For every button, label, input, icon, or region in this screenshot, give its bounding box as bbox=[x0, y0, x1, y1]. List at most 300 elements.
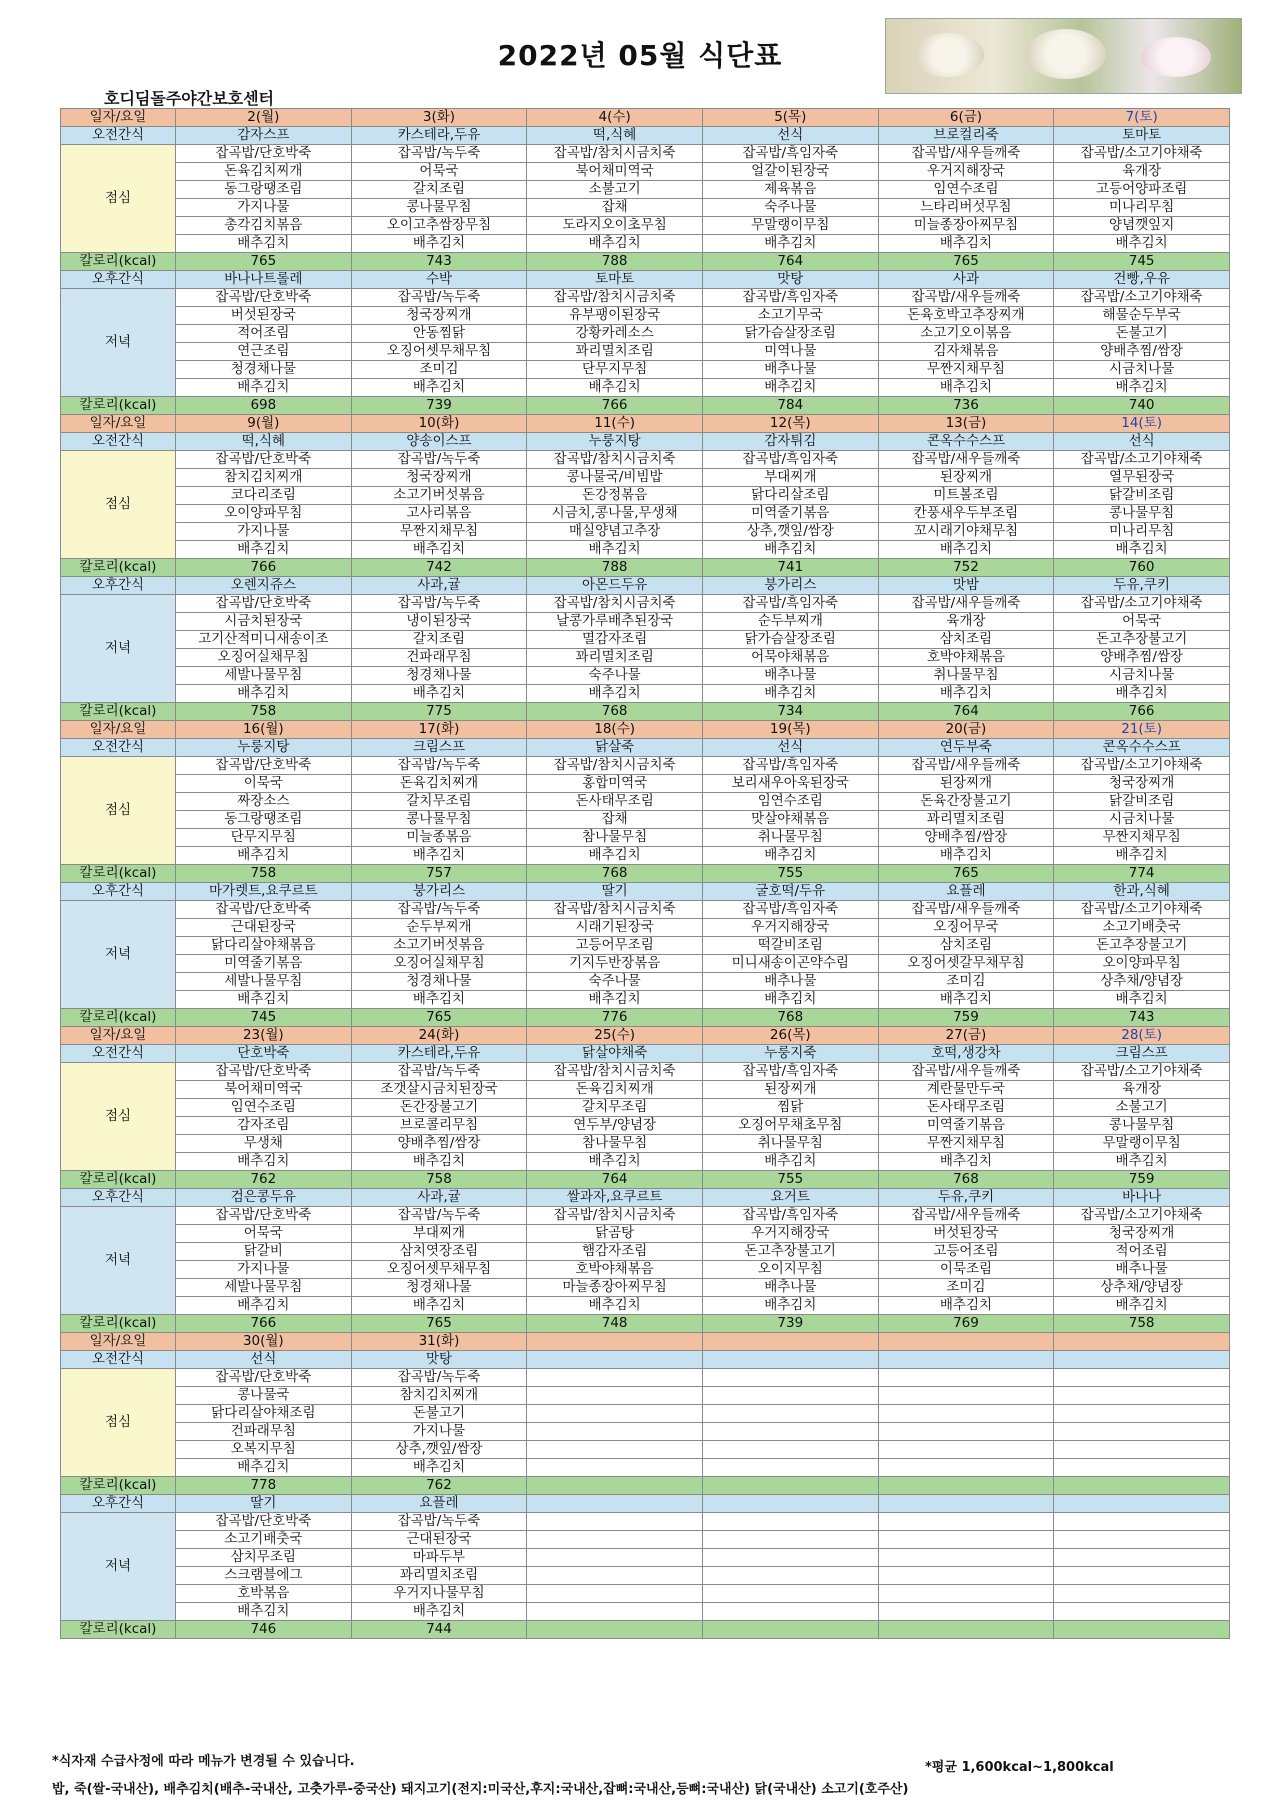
lunch-dish bbox=[1054, 1369, 1230, 1387]
lunch-kcal-row bbox=[61, 559, 1230, 577]
lunch-dish: 시금치나물 bbox=[1054, 811, 1230, 829]
am-snack-row-cell: 맛탕 bbox=[351, 1351, 527, 1369]
dinner-dish: 냉이된장국 bbox=[351, 613, 527, 631]
lunch-dish: 잡곡밥/소고기야채죽 bbox=[1054, 145, 1230, 163]
dinner-dish: 미역줄기볶음 bbox=[176, 955, 352, 973]
lunch-dish bbox=[878, 1405, 1054, 1423]
dinner-dish: 배추나물 bbox=[1054, 1261, 1230, 1279]
dinner-kcal-row-cell: 698 bbox=[176, 397, 352, 415]
lunch-dish bbox=[702, 1423, 878, 1441]
note-average-kcal: *평균 1,600kcal~1,800kcal bbox=[925, 1760, 1114, 1775]
lunch-kcal-row bbox=[61, 1477, 1230, 1495]
dinner-dish: 잡곡밥/흑임자죽 bbox=[702, 1207, 878, 1225]
lunch-kcal-row-cell: 768 bbox=[527, 865, 703, 883]
dinner-kcal-row-cell: 784 bbox=[702, 397, 878, 415]
date-row-label: 일자/요일 bbox=[61, 1333, 176, 1351]
dinner-dish: 호박야채볶음 bbox=[527, 1261, 703, 1279]
lunch-dish: 돈간장불고기 bbox=[351, 1099, 527, 1117]
am-snack-row-cell: 누룽지탕 bbox=[527, 433, 703, 451]
dinner-row bbox=[61, 919, 1230, 937]
am-snack-row-cell: 떡,식혜 bbox=[176, 433, 352, 451]
dinner-dish: 이묵조림 bbox=[878, 1261, 1054, 1279]
dinner-dish: 삼치엿장조림 bbox=[351, 1243, 527, 1261]
dinner-dish: 햄감자조림 bbox=[527, 1243, 703, 1261]
dinner-dish: 돈불고기 bbox=[1054, 325, 1230, 343]
am-snack-row-cell: 선식 bbox=[1054, 433, 1230, 451]
lunch-dish: 콩나물국 bbox=[176, 1387, 352, 1405]
dinner-dish: 닭갈비 bbox=[176, 1243, 352, 1261]
lunch-label: 점심 bbox=[61, 1369, 176, 1477]
lunch-kcal-row-cell: 755 bbox=[702, 1171, 878, 1189]
lunch-kcal-row-cell: 768 bbox=[878, 1171, 1054, 1189]
dinner-dish bbox=[878, 1585, 1054, 1603]
dinner-dish: 잡곡밥/새우들깨죽 bbox=[878, 595, 1054, 613]
dinner-dish bbox=[1054, 1549, 1230, 1567]
pm-snack-row-label: 오후간식 bbox=[61, 1495, 176, 1513]
lunch-dish: 취나물무침 bbox=[702, 1135, 878, 1153]
lunch-row bbox=[61, 1369, 1230, 1387]
dinner-kcal-row-cell: 766 bbox=[1054, 703, 1230, 721]
lunch-dish: 숙주나물 bbox=[702, 199, 878, 217]
lunch-row bbox=[61, 811, 1230, 829]
dinner-dish: 배추김치 bbox=[702, 685, 878, 703]
am-snack-row-cell: 크림스프 bbox=[351, 739, 527, 757]
lunch-dish bbox=[527, 1369, 703, 1387]
am-snack-row-cell: 선식 bbox=[702, 127, 878, 145]
dinner-dish: 소고기배춧국 bbox=[1054, 919, 1230, 937]
dinner-dish: 취나물무침 bbox=[878, 667, 1054, 685]
dinner-dish: 배추김치 bbox=[878, 991, 1054, 1009]
lunch-dish bbox=[878, 1369, 1054, 1387]
lunch-dish: 양배추찜/쌈장 bbox=[351, 1135, 527, 1153]
lunch-dish: 돈육김치찌개 bbox=[527, 1081, 703, 1099]
date-row-cell: 27(금) bbox=[878, 1027, 1054, 1045]
note-origin: 밥, 죽(쌀-국내산), 배추김치(배추-국내산, 고춧가루-중국산) 돼지고기(전지:미국산,후지:국내산,잡뼈:국내산,등뼈:국내산) 닭(국내산) 소고기(호주산) bbox=[52, 1782, 909, 1797]
date-row-label: 일자/요일 bbox=[61, 415, 176, 433]
date-row-cell: 20(금) bbox=[878, 721, 1054, 739]
lunch-kcal-row-cell: 774 bbox=[1054, 865, 1230, 883]
lunch-dish: 양배추찜/쌈장 bbox=[878, 829, 1054, 847]
lunch-kcal-row-label: 칼로리(kcal) bbox=[61, 559, 176, 577]
dinner-kcal-row-cell: 776 bbox=[527, 1009, 703, 1027]
dinner-dish: 마늘종장아찌무침 bbox=[527, 1279, 703, 1297]
lunch-dish: 연두부/양념장 bbox=[527, 1117, 703, 1135]
lunch-dish: 소불고기 bbox=[1054, 1099, 1230, 1117]
date-row bbox=[61, 415, 1230, 433]
lunch-row bbox=[61, 1081, 1230, 1099]
lunch-dish: 오복지무침 bbox=[176, 1441, 352, 1459]
dinner-row bbox=[61, 1207, 1230, 1225]
dinner-dish: 육개장 bbox=[878, 613, 1054, 631]
dinner-dish: 근대된장국 bbox=[176, 919, 352, 937]
pm-snack-row-label: 오후간식 bbox=[61, 271, 176, 289]
dinner-dish: 잡곡밥/녹두죽 bbox=[351, 289, 527, 307]
header-food-photo bbox=[885, 18, 1242, 94]
lunch-row bbox=[61, 145, 1230, 163]
dinner-kcal-row-label: 칼로리(kcal) bbox=[61, 1009, 176, 1027]
lunch-dish: 동그랑땡조림 bbox=[176, 181, 352, 199]
dinner-dish: 잡곡밥/소고기야채죽 bbox=[1054, 289, 1230, 307]
dinner-label: 저녁 bbox=[61, 1513, 176, 1621]
dinner-dish: 무짠지채무침 bbox=[878, 361, 1054, 379]
pm-snack-row-cell: 두유,쿠키 bbox=[878, 1189, 1054, 1207]
dinner-row bbox=[61, 343, 1230, 361]
am-snack-row-cell: 크림스프 bbox=[1054, 1045, 1230, 1063]
dinner-dish: 잡곡밥/참치시금치죽 bbox=[527, 1207, 703, 1225]
lunch-dish: 돈육김치찌개 bbox=[176, 163, 352, 181]
dinner-dish: 고등어무조림 bbox=[527, 937, 703, 955]
lunch-dish: 꽈리멸치조림 bbox=[878, 811, 1054, 829]
lunch-row bbox=[61, 1153, 1230, 1171]
lunch-dish bbox=[878, 1459, 1054, 1477]
lunch-row bbox=[61, 451, 1230, 469]
dinner-dish: 배추김치 bbox=[176, 991, 352, 1009]
am-snack-row-cell: 브로컬리죽 bbox=[878, 127, 1054, 145]
dinner-row bbox=[61, 631, 1230, 649]
lunch-dish: 참나물무침 bbox=[527, 1135, 703, 1153]
dinner-row bbox=[61, 1603, 1230, 1621]
date-row-cell: 9(월) bbox=[176, 415, 352, 433]
pm-snack-row-cell: 두유,쿠키 bbox=[1054, 577, 1230, 595]
lunch-dish: 소고기버섯볶음 bbox=[351, 487, 527, 505]
center-name: 호디딤돌주야간보호센터 bbox=[104, 89, 275, 108]
dinner-dish: 우거지해장국 bbox=[702, 919, 878, 937]
dinner-dish: 꽈리멸치조림 bbox=[527, 649, 703, 667]
am-snack-row-cell: 콘옥수수스프 bbox=[1054, 739, 1230, 757]
dinner-dish: 세발나물무침 bbox=[176, 973, 352, 991]
lunch-dish: 배추김치 bbox=[1054, 541, 1230, 559]
lunch-dish: 참치김치찌개 bbox=[176, 469, 352, 487]
dinner-dish: 배추김치 bbox=[176, 685, 352, 703]
lunch-dish: 무말랭이무침 bbox=[702, 217, 878, 235]
lunch-dish: 잡곡밥/흑임자죽 bbox=[702, 757, 878, 775]
dinner-dish: 배추김치 bbox=[176, 379, 352, 397]
dinner-dish bbox=[1054, 1585, 1230, 1603]
lunch-dish: 꼬시래기야채무침 bbox=[878, 523, 1054, 541]
date-row-cell: 25(수) bbox=[527, 1027, 703, 1045]
lunch-dish: 배추김치 bbox=[527, 847, 703, 865]
am-snack-row-cell: 단호박죽 bbox=[176, 1045, 352, 1063]
am-snack-row-cell: 선식 bbox=[176, 1351, 352, 1369]
dinner-dish: 돈고추장불고기 bbox=[1054, 937, 1230, 955]
dinner-kcal-row-cell: 739 bbox=[351, 397, 527, 415]
dinner-kcal-row-cell: 766 bbox=[176, 1315, 352, 1333]
date-row-cell: 2(월) bbox=[176, 109, 352, 127]
dinner-label: 저녁 bbox=[61, 289, 176, 397]
lunch-dish: 청국장찌개 bbox=[351, 469, 527, 487]
lunch-dish: 미역줄기볶음 bbox=[878, 1117, 1054, 1135]
lunch-dish: 제육볶음 bbox=[702, 181, 878, 199]
dinner-dish: 양배추찜/쌈장 bbox=[1054, 343, 1230, 361]
dinner-dish: 잡곡밥/새우들깨죽 bbox=[878, 901, 1054, 919]
dinner-dish: 고기산적미니새송이조 bbox=[176, 631, 352, 649]
dinner-dish: 스크램블에그 bbox=[176, 1567, 352, 1585]
dinner-dish: 배추김치 bbox=[1054, 685, 1230, 703]
lunch-dish: 무생채 bbox=[176, 1135, 352, 1153]
lunch-kcal-row-cell: 758 bbox=[351, 1171, 527, 1189]
note-menu-change: *식자재 수급사정에 따라 메뉴가 변경될 수 있습니다. bbox=[52, 1754, 355, 1769]
dinner-dish: 버섯된장국 bbox=[878, 1225, 1054, 1243]
pm-snack-row-cell: 바나나 bbox=[1054, 1189, 1230, 1207]
dinner-dish bbox=[1054, 1603, 1230, 1621]
dinner-dish: 배추김치 bbox=[1054, 379, 1230, 397]
dinner-row bbox=[61, 379, 1230, 397]
dinner-row bbox=[61, 307, 1230, 325]
lunch-dish: 돈불고기 bbox=[351, 1405, 527, 1423]
lunch-dish: 배추김치 bbox=[702, 847, 878, 865]
lunch-dish: 잡곡밥/새우들깨죽 bbox=[878, 757, 1054, 775]
date-row-cell bbox=[702, 1333, 878, 1351]
am-snack-row-cell: 호떡,생강차 bbox=[878, 1045, 1054, 1063]
dinner-dish: 잡곡밥/소고기야채죽 bbox=[1054, 595, 1230, 613]
lunch-dish: 돈강정볶음 bbox=[527, 487, 703, 505]
pm-snack-row-cell bbox=[1054, 1495, 1230, 1513]
dinner-dish: 배추나물 bbox=[702, 667, 878, 685]
lunch-dish: 배추김치 bbox=[351, 1153, 527, 1171]
pm-snack-row-cell: 검은콩두유 bbox=[176, 1189, 352, 1207]
lunch-kcal-row bbox=[61, 253, 1230, 271]
lunch-row bbox=[61, 1423, 1230, 1441]
dinner-dish: 잡곡밥/녹두죽 bbox=[351, 1207, 527, 1225]
pm-snack-row-cell: 딸기 bbox=[527, 883, 703, 901]
dinner-row bbox=[61, 901, 1230, 919]
dinner-dish: 잡곡밥/단호박죽 bbox=[176, 595, 352, 613]
lunch-dish: 콩나물무침 bbox=[351, 811, 527, 829]
lunch-kcal-row-cell: 755 bbox=[702, 865, 878, 883]
dinner-dish: 단무지무침 bbox=[527, 361, 703, 379]
lunch-dish: 가지나물 bbox=[351, 1423, 527, 1441]
dinner-dish: 돈고추장불고기 bbox=[1054, 631, 1230, 649]
dinner-kcal-row-cell: 768 bbox=[527, 703, 703, 721]
lunch-dish: 가지나물 bbox=[176, 523, 352, 541]
lunch-dish: 코다리조림 bbox=[176, 487, 352, 505]
lunch-dish: 도라지오이초무침 bbox=[527, 217, 703, 235]
dinner-dish: 숙주나물 bbox=[527, 973, 703, 991]
dinner-dish: 청국장찌개 bbox=[351, 307, 527, 325]
lunch-row bbox=[61, 235, 1230, 253]
dinner-row bbox=[61, 595, 1230, 613]
dinner-dish: 순두부찌개 bbox=[702, 613, 878, 631]
lunch-row bbox=[61, 1099, 1230, 1117]
pm-snack-row-cell: 사과,귤 bbox=[351, 1189, 527, 1207]
lunch-dish: 잡곡밥/녹두죽 bbox=[351, 757, 527, 775]
dinner-dish: 해물순두부국 bbox=[1054, 307, 1230, 325]
lunch-kcal-row-cell: 752 bbox=[878, 559, 1054, 577]
dinner-dish: 숙주나물 bbox=[527, 667, 703, 685]
dinner-dish: 꽈리멸치조림 bbox=[527, 343, 703, 361]
dinner-dish: 소고기버섯볶음 bbox=[351, 937, 527, 955]
lunch-row bbox=[61, 199, 1230, 217]
dinner-dish: 안동찜닭 bbox=[351, 325, 527, 343]
lunch-dish: 무짠지채무침 bbox=[1054, 829, 1230, 847]
lunch-dish: 보리새우아욱된장국 bbox=[702, 775, 878, 793]
pm-snack-row-cell: 굴호떡/두유 bbox=[702, 883, 878, 901]
lunch-dish: 시금치,콩나물,무생채 bbox=[527, 505, 703, 523]
dinner-kcal-row-label: 칼로리(kcal) bbox=[61, 703, 176, 721]
dinner-dish: 닭다리살야채볶음 bbox=[176, 937, 352, 955]
am-snack-row-cell: 토마토 bbox=[1054, 127, 1230, 145]
lunch-dish: 단무지무침 bbox=[176, 829, 352, 847]
lunch-dish: 건파래무침 bbox=[176, 1423, 352, 1441]
dinner-dish: 시금치된장국 bbox=[176, 613, 352, 631]
lunch-row bbox=[61, 1387, 1230, 1405]
dinner-label: 저녁 bbox=[61, 901, 176, 1009]
dinner-dish: 소고기무국 bbox=[702, 307, 878, 325]
dinner-dish: 잡곡밥/흑임자죽 bbox=[702, 901, 878, 919]
lunch-dish: 배추김치 bbox=[351, 235, 527, 253]
dinner-dish bbox=[527, 1567, 703, 1585]
dinner-dish: 배추나물 bbox=[702, 361, 878, 379]
dinner-row bbox=[61, 1513, 1230, 1531]
dinner-dish: 삼치조림 bbox=[878, 937, 1054, 955]
lunch-kcal-row-cell: 758 bbox=[176, 865, 352, 883]
lunch-dish: 배추김치 bbox=[176, 847, 352, 865]
dinner-dish: 삼치무조림 bbox=[176, 1549, 352, 1567]
lunch-row bbox=[61, 541, 1230, 559]
dinner-dish bbox=[702, 1549, 878, 1567]
lunch-kcal-row-cell: 778 bbox=[176, 1477, 352, 1495]
lunch-kcal-row-cell bbox=[878, 1477, 1054, 1495]
lunch-dish bbox=[527, 1423, 703, 1441]
dinner-dish: 근대된장국 bbox=[351, 1531, 527, 1549]
dinner-dish: 잡곡밥/소고기야채죽 bbox=[1054, 1207, 1230, 1225]
lunch-kcal-row-cell: 757 bbox=[351, 865, 527, 883]
lunch-dish: 브로콜리무침 bbox=[351, 1117, 527, 1135]
date-row-cell: 13(금) bbox=[878, 415, 1054, 433]
pm-snack-row bbox=[61, 577, 1230, 595]
lunch-dish: 미역줄기볶음 bbox=[702, 505, 878, 523]
lunch-kcal-row-cell: 765 bbox=[176, 253, 352, 271]
lunch-row bbox=[61, 217, 1230, 235]
dinner-kcal-row-cell bbox=[1054, 1621, 1230, 1639]
lunch-row bbox=[61, 775, 1230, 793]
dinner-dish: 삼치조림 bbox=[878, 631, 1054, 649]
dinner-kcal-row-cell: 734 bbox=[702, 703, 878, 721]
date-row-cell: 26(목) bbox=[702, 1027, 878, 1045]
lunch-dish: 고등어양파조림 bbox=[1054, 181, 1230, 199]
pm-snack-row-cell: 토마토 bbox=[527, 271, 703, 289]
am-snack-row-cell: 닭살야채죽 bbox=[527, 1045, 703, 1063]
lunch-dish: 고사리볶음 bbox=[351, 505, 527, 523]
am-snack-row-cell: 누룽지탕 bbox=[176, 739, 352, 757]
dinner-dish bbox=[527, 1513, 703, 1531]
lunch-dish: 닭갈비조림 bbox=[1054, 793, 1230, 811]
dinner-dish bbox=[702, 1603, 878, 1621]
dinner-dish: 청경채나물 bbox=[351, 1279, 527, 1297]
lunch-dish bbox=[702, 1369, 878, 1387]
dinner-dish: 청경채나물 bbox=[351, 667, 527, 685]
dinner-dish bbox=[1054, 1567, 1230, 1585]
lunch-dish: 잡곡밥/단호박죽 bbox=[176, 1063, 352, 1081]
lunch-dish: 느타리버섯무침 bbox=[878, 199, 1054, 217]
dinner-dish: 연근조림 bbox=[176, 343, 352, 361]
lunch-dish: 잡곡밥/녹두죽 bbox=[351, 451, 527, 469]
dinner-dish: 멸감자조림 bbox=[527, 631, 703, 649]
lunch-dish: 배추김치 bbox=[878, 1153, 1054, 1171]
lunch-dish: 맛살야채볶음 bbox=[702, 811, 878, 829]
am-snack-row-cell bbox=[878, 1351, 1054, 1369]
lunch-dish: 소불고기 bbox=[527, 181, 703, 199]
lunch-dish bbox=[878, 1423, 1054, 1441]
pm-snack-row-cell: 수박 bbox=[351, 271, 527, 289]
am-snack-row bbox=[61, 433, 1230, 451]
dinner-dish: 배추김치 bbox=[702, 991, 878, 1009]
dinner-dish: 가지나물 bbox=[176, 1261, 352, 1279]
dinner-dish: 고등어조림 bbox=[878, 1243, 1054, 1261]
dinner-kcal-row-cell: 746 bbox=[176, 1621, 352, 1639]
dinner-row bbox=[61, 325, 1230, 343]
dinner-kcal-row-label: 칼로리(kcal) bbox=[61, 1621, 176, 1639]
dinner-row bbox=[61, 685, 1230, 703]
dinner-dish: 시금치나물 bbox=[1054, 361, 1230, 379]
dinner-dish: 소고기오이볶음 bbox=[878, 325, 1054, 343]
lunch-dish: 잡곡밥/새우들깨죽 bbox=[878, 145, 1054, 163]
lunch-kcal-row-cell bbox=[702, 1477, 878, 1495]
dinner-dish: 오징어실채무침 bbox=[351, 955, 527, 973]
dinner-dish: 양배추찜/쌈장 bbox=[1054, 649, 1230, 667]
lunch-row bbox=[61, 487, 1230, 505]
dinner-dish bbox=[702, 1585, 878, 1603]
am-snack-row bbox=[61, 127, 1230, 145]
lunch-dish: 잡곡밥/단호박죽 bbox=[176, 451, 352, 469]
date-row-cell: 5(목) bbox=[702, 109, 878, 127]
date-row bbox=[61, 1027, 1230, 1045]
dinner-dish: 잡곡밥/단호박죽 bbox=[176, 1513, 352, 1531]
lunch-dish bbox=[702, 1387, 878, 1405]
dinner-row bbox=[61, 955, 1230, 973]
lunch-label: 점심 bbox=[61, 1063, 176, 1171]
date-row-cell: 18(수) bbox=[527, 721, 703, 739]
dinner-dish: 조미김 bbox=[878, 973, 1054, 991]
lunch-dish: 동그랑땡조림 bbox=[176, 811, 352, 829]
dinner-dish: 잡곡밥/흑임자죽 bbox=[702, 289, 878, 307]
date-row-cell: 14(토) bbox=[1054, 415, 1230, 433]
dinner-kcal-row-cell: 758 bbox=[1054, 1315, 1230, 1333]
date-row-label: 일자/요일 bbox=[61, 721, 176, 739]
am-snack-row-cell: 카스테라,두유 bbox=[351, 1045, 527, 1063]
am-snack-row bbox=[61, 1045, 1230, 1063]
dinner-dish: 잡곡밥/참치시금치죽 bbox=[527, 901, 703, 919]
dinner-dish: 청경채나물 bbox=[351, 973, 527, 991]
dinner-dish: 어묵야채볶음 bbox=[702, 649, 878, 667]
dinner-dish: 배추김치 bbox=[351, 991, 527, 1009]
dinner-dish: 상추채/양념장 bbox=[1054, 1279, 1230, 1297]
dinner-dish: 오징어셋무채무침 bbox=[351, 343, 527, 361]
date-row-cell: 7(토) bbox=[1054, 109, 1230, 127]
dinner-dish: 세발나물무침 bbox=[176, 667, 352, 685]
lunch-dish: 상추,깻잎/쌈장 bbox=[702, 523, 878, 541]
dinner-dish: 배추김치 bbox=[702, 1297, 878, 1315]
lunch-dish: 열무된장국 bbox=[1054, 469, 1230, 487]
lunch-dish: 홍합미역국 bbox=[527, 775, 703, 793]
dinner-row bbox=[61, 991, 1230, 1009]
dinner-dish: 버섯된장국 bbox=[176, 307, 352, 325]
dinner-dish bbox=[1054, 1531, 1230, 1549]
pm-snack-row-cell: 맛탕 bbox=[702, 271, 878, 289]
pm-snack-row-cell: 오렌지쥬스 bbox=[176, 577, 352, 595]
lunch-row bbox=[61, 469, 1230, 487]
dinner-dish: 잡곡밥/참치시금치죽 bbox=[527, 595, 703, 613]
lunch-dish bbox=[878, 1441, 1054, 1459]
lunch-dish: 잡채 bbox=[527, 811, 703, 829]
lunch-dish: 잡곡밥/새우들깨죽 bbox=[878, 451, 1054, 469]
pm-snack-row-label: 오후간식 bbox=[61, 883, 176, 901]
dinner-dish: 날콩가루배추된장국 bbox=[527, 613, 703, 631]
lunch-dish bbox=[878, 1387, 1054, 1405]
lunch-row bbox=[61, 1405, 1230, 1423]
lunch-dish: 배추김치 bbox=[878, 847, 1054, 865]
am-snack-row-label: 오전간식 bbox=[61, 739, 176, 757]
